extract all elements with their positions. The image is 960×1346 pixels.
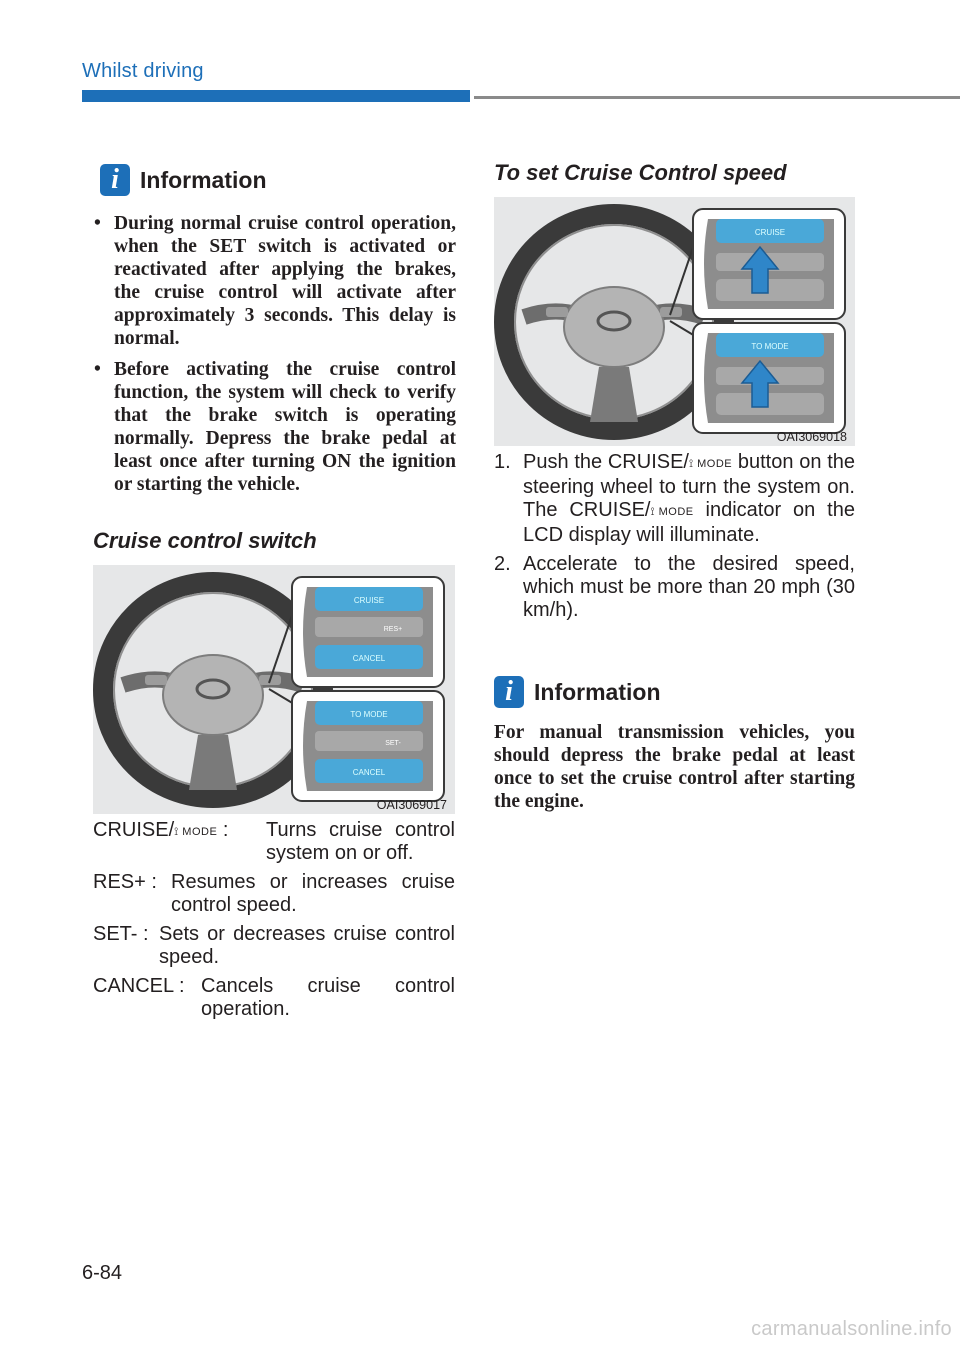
step-item (494, 451, 855, 547)
set-speed-figure (494, 197, 855, 446)
watermark: carmanualsonline.info (751, 1318, 952, 1340)
info-title: Information (534, 678, 661, 705)
definition-term: SET- (93, 923, 138, 945)
figure-code: OAI3069018 (776, 430, 847, 444)
figure-label: TO MODE (751, 342, 789, 351)
info-heading-2 (494, 676, 661, 708)
figure-label: CRUISE (754, 228, 786, 237)
subheading-set-speed: To set Cruise Control speed (494, 160, 787, 185)
switch-definitions (93, 819, 455, 1021)
cruise-mode-icon: ⟟ MODE (650, 506, 694, 518)
info-icon: i (100, 164, 130, 196)
steering-wheel-illustration (93, 565, 455, 814)
definition-text: Sets or decreases cruise control speed. (159, 923, 455, 968)
info-title: Information (140, 166, 267, 193)
info-block-1 (92, 212, 456, 504)
info-icon: i (494, 676, 524, 708)
step-number: 2. (494, 553, 511, 575)
info-heading-1 (100, 164, 267, 196)
definition-row: SET- : Sets or decreases cruise control speed. (93, 923, 455, 968)
figure-code: OAI3069017 (376, 798, 447, 812)
set-speed-steps (494, 451, 855, 622)
figure-label: CANCEL (352, 654, 386, 663)
step-number: 1. (494, 451, 511, 473)
cruise-mode-icon: ⟟ MODE (688, 458, 733, 470)
definition-text: Cancels cruise control operation. (201, 975, 455, 1020)
cruise-mode-icon: ⟟ MODE (174, 826, 218, 838)
info-bullet: • During normal cruise control operation, when the SET switch is activated or reactivated after applying the brakes, the cruise control will activate after approximately 3 seconds. This delay is normal. (92, 212, 456, 350)
info-text-2: For manual transmission vehicles, you should depress the brake pedal at least once to set the cruise control after starting the engine. (494, 722, 855, 812)
figure-label: RES+ (383, 626, 403, 633)
steering-switch-figure (93, 565, 455, 814)
figure-label: SET- (385, 740, 401, 747)
subheading-switch: Cruise control switch (93, 528, 317, 553)
header-bar-accent (82, 90, 470, 102)
steering-wheel-illustration (494, 197, 855, 446)
definition-term: CANCEL (93, 975, 174, 997)
definition-row: CANCEL : Cancels cruise control operation. (93, 975, 455, 1020)
definition-term: RES+ (93, 871, 146, 893)
definition-term: CRUISE/ (93, 819, 175, 841)
figure-label: TO MODE (350, 710, 388, 719)
step-text: Push the CRUISE/⟟ MODE button on the steering wheel to turn the system on. The CRUISE/⟟ MODE indicator on the LCD display will illuminate. (523, 451, 855, 546)
definition-text: Resumes or increases cruise control speed. (171, 871, 455, 916)
figure-label: CRUISE (353, 596, 385, 605)
page-number: 6-84 (82, 1262, 123, 1284)
definition-row: CRUISE/⟟ MODE : Turns cruise control system on or off. (93, 819, 455, 864)
step-text: Accelerate to the desired speed, which must be more than 20 mph (30 km/h). (523, 553, 855, 621)
definition-row: RES+ : Resumes or increases cruise control speed. (93, 871, 455, 916)
header-bar-rule (474, 96, 960, 99)
section-title: Whilst driving (82, 60, 204, 82)
figure-label: CANCEL (352, 768, 386, 777)
step-item (494, 553, 855, 622)
definition-text: Turns cruise control system on or off. (266, 819, 455, 864)
info-bullet: • Before activating the cruise control function, the system will check to verify that the brake switch is operating normally. Depress the brake pedal at least once after turning ON the ignition or starting the vehicle. (92, 358, 456, 496)
